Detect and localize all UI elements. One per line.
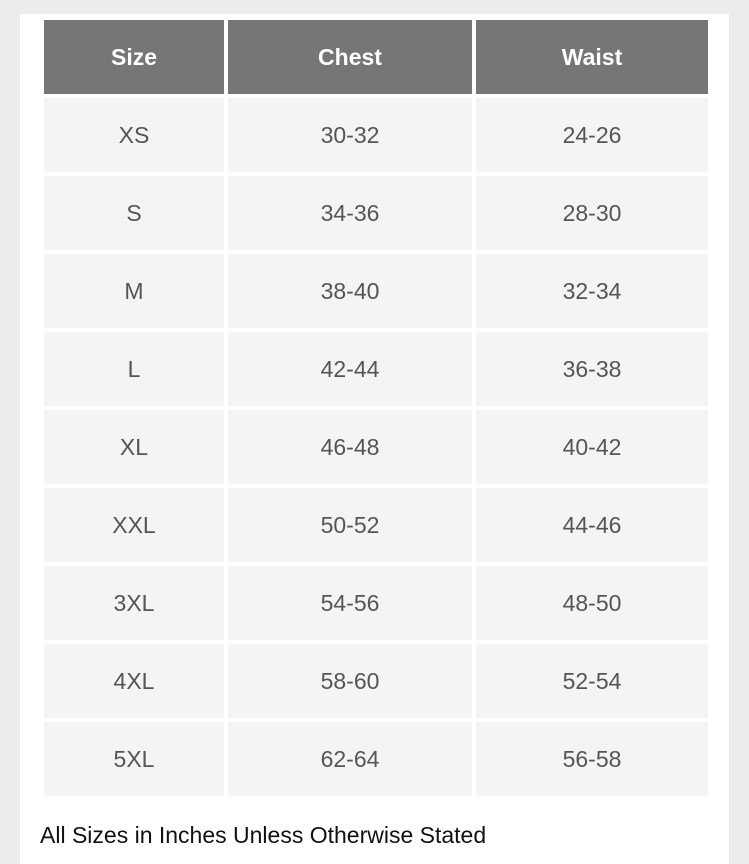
cell-chest: 42-44 xyxy=(228,332,472,406)
table-row xyxy=(44,722,708,796)
cell-chest: 38-40 xyxy=(228,254,472,328)
cell-size: 4XL xyxy=(44,644,224,718)
cell-size: XS xyxy=(44,98,224,172)
cell-waist: 52-54 xyxy=(476,644,708,718)
cell-size: XXL xyxy=(44,488,224,562)
cell-chest: 50-52 xyxy=(228,488,472,562)
cell-waist: 40-42 xyxy=(476,410,708,484)
cell-size: M xyxy=(44,254,224,328)
cell-waist: 36-38 xyxy=(476,332,708,406)
cell-chest: 58-60 xyxy=(228,644,472,718)
cell-chest: 62-64 xyxy=(228,722,472,796)
cell-chest: 30-32 xyxy=(228,98,472,172)
cell-waist: 48-50 xyxy=(476,566,708,640)
cell-waist: 56-58 xyxy=(476,722,708,796)
table-row xyxy=(44,410,708,484)
top-margin xyxy=(20,0,729,14)
cell-chest: 54-56 xyxy=(228,566,472,640)
header-chest: Chest xyxy=(228,20,472,94)
table-row xyxy=(44,98,708,172)
right-margin xyxy=(729,0,749,864)
cell-size: 5XL xyxy=(44,722,224,796)
table-row xyxy=(44,254,708,328)
cell-chest: 34-36 xyxy=(228,176,472,250)
cell-waist: 44-46 xyxy=(476,488,708,562)
table-row xyxy=(44,488,708,562)
cell-waist: 24-26 xyxy=(476,98,708,172)
size-chart-table xyxy=(40,16,712,800)
left-margin xyxy=(0,0,20,864)
cell-size: L xyxy=(44,332,224,406)
table-row xyxy=(44,566,708,640)
cell-waist: 28-30 xyxy=(476,176,708,250)
table-row xyxy=(44,332,708,406)
cell-size: 3XL xyxy=(44,566,224,640)
header-size: Size xyxy=(44,20,224,94)
cell-waist: 32-34 xyxy=(476,254,708,328)
cell-size: XL xyxy=(44,410,224,484)
table-header-row xyxy=(44,20,708,94)
table-row xyxy=(44,644,708,718)
header-waist: Waist xyxy=(476,20,708,94)
cell-size: S xyxy=(44,176,224,250)
cell-chest: 46-48 xyxy=(228,410,472,484)
units-footnote: All Sizes in Inches Unless Otherwise Stated xyxy=(40,822,487,848)
table-row xyxy=(44,176,708,250)
